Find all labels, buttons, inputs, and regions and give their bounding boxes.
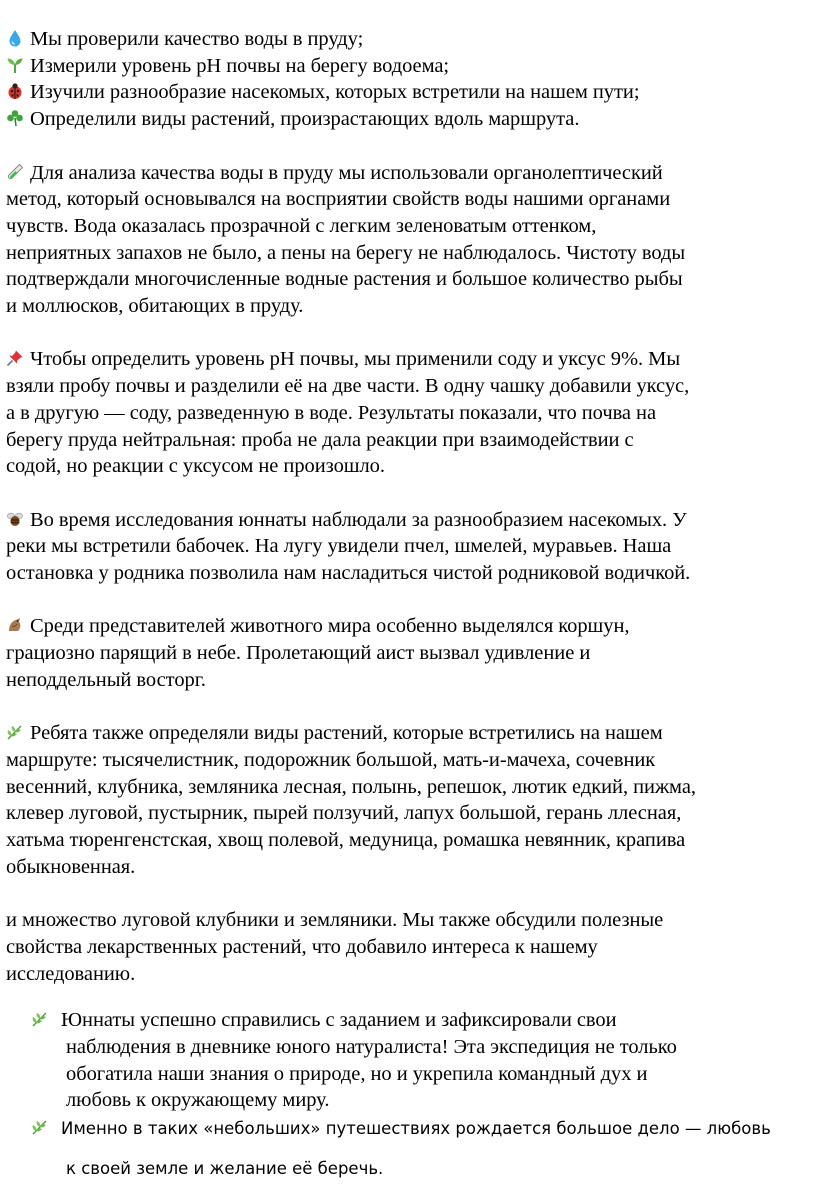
paragraph-line (6, 720, 812, 747)
paragraph-line: неподдельный восторг. (6, 668, 206, 691)
paragraph-text: Для анализа качества воды в пруду мы использовали органолептический (30, 161, 663, 184)
paragraph-text: Во время исследования юннаты наблюдали за разнообразием насекомых. У (30, 508, 687, 531)
paragraph-line: наблюдения в дневнике юного натуралиста! Эта экспедиция не только (66, 1035, 677, 1058)
paragraph-line: взяли пробу почвы и разделили её на две части. В одну чашку добавили уксус, (6, 375, 690, 398)
paragraph-line (6, 613, 812, 640)
ladybug-icon (6, 82, 24, 100)
paragraph-line: подтверждали многочисленные водные растения и большое количество рыбы (6, 268, 683, 291)
shamrock-icon (6, 109, 24, 127)
plants-paragraph (6, 720, 812, 880)
paragraph-line: грациозно парящий в небе. Пролетающий аист вызвал удивление и (6, 642, 591, 665)
paragraph-line: маршруте: тысячелистник, подорожник большой, мать-и-мачеха, сочевник (6, 748, 656, 771)
intro-item-text: Определили виды растений, произрастающих вдоль маршрута. (30, 108, 580, 131)
intro-item-insects (6, 79, 812, 106)
paragraph-line: и множество луговой клубники и земляники. Мы также обсудили полезные (6, 909, 664, 932)
pushpin-icon (6, 349, 24, 367)
bird-icon (6, 616, 24, 634)
paragraph-line: исследованию. (6, 962, 136, 985)
paragraph-line: клевер луговой, пустырник, пырей ползучий, лапух большой, герань ллесная, (6, 802, 682, 825)
extra-paragraph (6, 907, 812, 987)
paragraph-line: любовь к окружающему миру. (66, 1089, 330, 1112)
herb-icon (6, 723, 24, 741)
paragraph-line: берегу пруда нейтральная: проба не дала реакции при взаимодействии с (6, 428, 634, 451)
paragraph-line: остановка у родника позволила нам насладиться чистой родниковой водичкой. (6, 562, 691, 585)
paragraph-line (6, 160, 812, 187)
paragraph-line: чувств. Вода оказалась прозрачной с легким зеленоватым оттенком, (6, 214, 597, 237)
paragraph-line: и моллюсков, обитающих в пруду. (6, 295, 304, 318)
paragraph-line: содой, но реакции с уксусом не произошло. (6, 455, 385, 478)
conclusion-paragraph (6, 1007, 812, 1114)
paragraph-line (31, 1114, 812, 1144)
paragraph-text: Юннаты успешно справились с заданием и зафиксировали свои (61, 1009, 617, 1032)
bee-icon (6, 510, 24, 528)
test-tube-icon (6, 163, 24, 181)
paragraph-line: хатьма тюренгенстская, хвощ полевой, медуница, ромашка невянник, крапива (6, 829, 686, 852)
paragraph-line: свойства лекарственных растений, что добавило интереса к нашему (6, 935, 598, 958)
intro-item-text: Измерили уровень pH почвы на берегу водоема; (30, 54, 450, 77)
paragraph-line: неприятных запахов не было, а пены на берегу не наблюдалось. Чистоту воды (6, 241, 686, 264)
paragraph-text: Ребята также определяли виды растений, которые встретились на нашем (30, 722, 663, 745)
paragraph-line: обыкновенная. (6, 855, 136, 878)
paragraph-line (6, 507, 812, 534)
water-paragraph (6, 160, 812, 320)
paragraph-line: обогатила наши знания о природе, но и укрепила командный дух и (66, 1062, 648, 1085)
intro-item-water (6, 26, 812, 53)
soil-paragraph (6, 346, 812, 480)
paragraph-line (31, 1007, 812, 1034)
intro-item-text: Изучили разнообразие насекомых, которых встретили на нашем пути; (30, 81, 640, 104)
paragraph-line (6, 346, 812, 373)
intro-item-plants (6, 106, 812, 133)
intro-list (6, 26, 812, 133)
paragraph-line: весенний, клубника, земляника лесная, полынь, репешок, лютик едкий, пижма, (6, 775, 696, 798)
herb-icon (31, 1010, 49, 1028)
closing-paragraph (6, 1114, 812, 1184)
seedling-icon (6, 56, 24, 74)
paragraph-line: реки мы встретили бабочек. На лугу увидели пчел, шмелей, муравьев. Наша (6, 535, 672, 558)
paragraph-text: Среди представителей животного мира особенно выделялся коршун, (30, 615, 630, 638)
document-page (6, 26, 812, 1184)
paragraph-line: метод, который основывался на восприятии свойств воды нашими органами (6, 188, 671, 211)
paragraph-line: а в другую — соду, разведенную в воде. Результаты показали, что почва на (6, 401, 657, 424)
paragraph-text: Именно в таких «небольших» путешествиях рождается большое дело — любовь (61, 1119, 771, 1139)
droplet-icon (6, 29, 24, 47)
intro-item-text: Мы проверили качество воды в пруду; (30, 28, 364, 50)
intro-item-ph (6, 53, 812, 80)
insects-paragraph (6, 507, 812, 587)
paragraph-text: Чтобы определить уровень pH почвы, мы применили соду и уксус 9%. Мы (30, 348, 681, 371)
herb-icon (31, 1118, 49, 1136)
paragraph-line: к своей земле и желание её беречь. (66, 1159, 384, 1179)
animals-paragraph (6, 613, 812, 693)
